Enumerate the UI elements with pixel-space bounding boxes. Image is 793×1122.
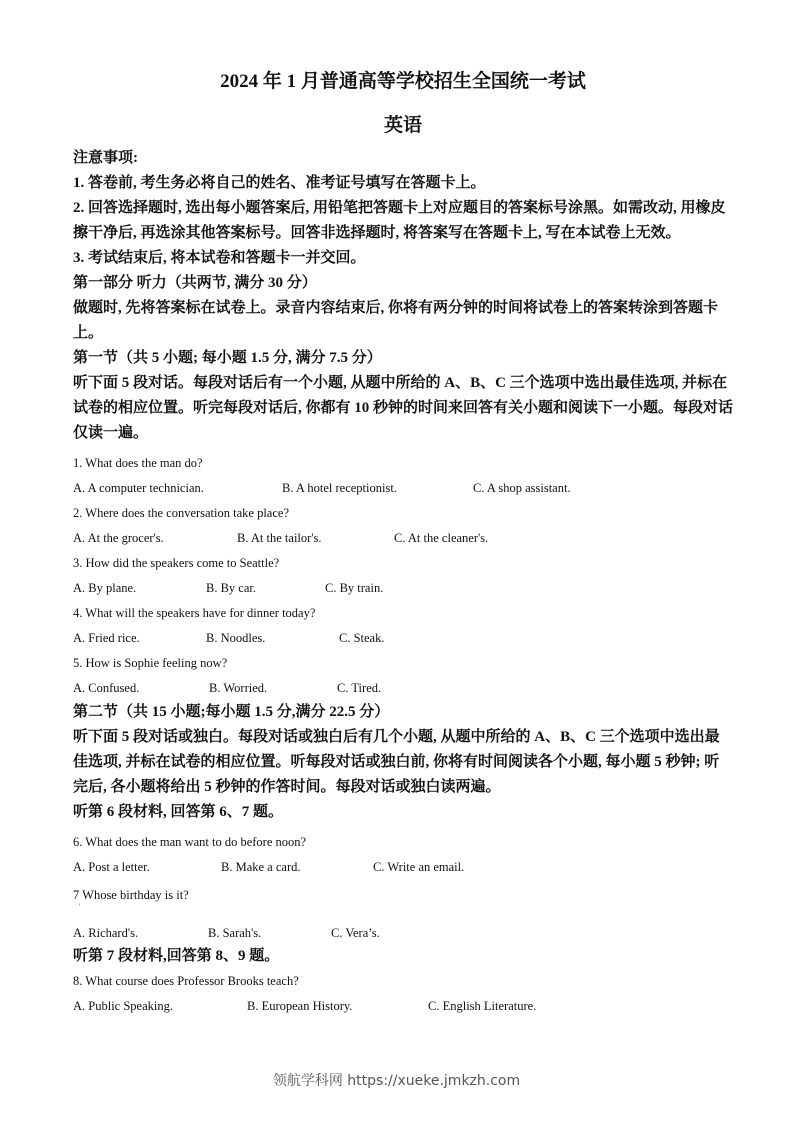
option-c: C. English Literature. <box>428 999 537 1013</box>
option-a: A. Confused. <box>73 681 140 695</box>
question-2: 2. Where does the conversation take place? <box>73 506 289 520</box>
section1-instruction: 听下面 5 段对话。每段对话后有一个小题, 从题中所给的 A、B、C 三个选项中选出最佳选项, 并标在试卷的相应位置。听完每段对话后, 你都有 10 秒钟的时间来回答有关小题和阅读下一小题。每段对话仅读一遍。 <box>73 375 734 441</box>
material-7-heading: 听第 7 段材料,回答第 8、9 题。 <box>73 948 280 964</box>
option-b: B. At the tailor's. <box>237 531 322 545</box>
option-c: C. At the cleaner's. <box>394 531 489 545</box>
question-5-options <box>73 680 733 696</box>
question-4-options <box>73 630 733 646</box>
notice-item: 1. 答卷前, 考生务必将自己的姓名、准考证号填写在答题卡上。 <box>73 175 486 191</box>
option-a: A. Fried rice. <box>73 631 140 645</box>
option-b: B. A hotel receptionist. <box>282 481 397 495</box>
option-c: C. By train. <box>325 581 384 595</box>
option-c: C. Steak. <box>339 631 385 645</box>
part1-heading: 第一部分 听力（共两节, 满分 30 分） <box>73 275 317 291</box>
option-c: C. Write an email. <box>373 860 465 874</box>
question-3-options <box>73 580 733 596</box>
question-4: 4. What will the speakers have for dinner today? <box>73 606 316 620</box>
option-c: C. Tired. <box>337 681 382 695</box>
option-c: C. A shop assistant. <box>473 481 571 495</box>
option-c: C. Vera’s. <box>331 926 380 940</box>
notice-heading: 注意事项: <box>73 150 138 166</box>
question-1-options <box>73 480 733 496</box>
option-a: A. Public Speaking. <box>73 999 173 1013</box>
option-b: B. Sarah's. <box>208 926 262 940</box>
exam-page <box>73 70 733 1014</box>
exam-title: 2024 年 1 月普通高等学校招生全国统一考试 <box>220 71 586 92</box>
footer-watermark: 领航学科网 https://xueke.jmkzh.com <box>272 1073 521 1089</box>
section1-heading: 第一节（共 5 小题; 每小题 1.5 分, 满分 7.5 分） <box>73 350 382 366</box>
question-8: 8. What course does Professor Brooks teach? <box>73 974 299 988</box>
notice-item: 3. 考试结束后, 将本试卷和答题卡一并交回。 <box>73 250 366 266</box>
stray-mark: ' <box>79 902 81 911</box>
exam-subject: 英语 <box>383 115 422 136</box>
option-a: A. Post a letter. <box>73 860 150 874</box>
option-b: B. Make a card. <box>221 860 301 874</box>
material-6-heading: 听第 6 段材料, 回答第 6、7 题。 <box>73 804 284 820</box>
question-2-options <box>73 530 733 546</box>
question-1: 1. What does the man do? <box>73 456 203 470</box>
option-b: B. Noodles. <box>206 631 266 645</box>
question-6-options <box>73 859 733 875</box>
option-a: A. A computer technician. <box>73 481 204 495</box>
section2-instruction: 听下面 5 段对话或独白。每段对话或独白后有几个小题, 从题中所给的 A、B、C 三个选项中选出最佳选项, 并标在试卷的相应位置。听每段对话或独白前, 你将有时间阅读各个小题, 每小题 5 秒钟; 听完后, 各小题将给出 5 秒钟的作答时间。每段对话或独白读两遍。 <box>73 729 720 795</box>
question-3: 3. How did the speakers come to Seattle? <box>73 556 280 570</box>
question-7-options <box>73 925 733 941</box>
option-b: B. Worried. <box>209 681 268 695</box>
question-7: 7 Whose birthday is it? <box>73 888 189 902</box>
question-8-options <box>73 998 733 1014</box>
section2-heading: 第二节（共 15 小题;每小题 1.5 分,满分 22.5 分） <box>73 704 390 720</box>
question-6: 6. What does the man want to do before noon? <box>73 835 307 849</box>
option-a: A. Richard's. <box>73 926 139 940</box>
option-b: B. By car. <box>206 581 256 595</box>
notice-item: 2. 回答选择题时, 选出每小题答案后, 用铅笔把答题卡上对应题目的答案标号涂黑。如需改动, 用橡皮擦干净后, 再选涂其他答案标号。回答非选择题时, 将答案写在答题卡上, 写在本试卷上无效。 <box>73 200 726 241</box>
question-5: 5. How is Sophie feeling now? <box>73 656 228 670</box>
option-a: A. By plane. <box>73 581 137 595</box>
part1-instruction: 做题时, 先将答案标在试卷上。录音内容结束后, 你将有两分钟的时间将试卷上的答案转涂到答题卡上。 <box>73 300 719 341</box>
option-b: B. European History. <box>247 999 353 1013</box>
option-a: A. At the grocer's. <box>73 531 164 545</box>
